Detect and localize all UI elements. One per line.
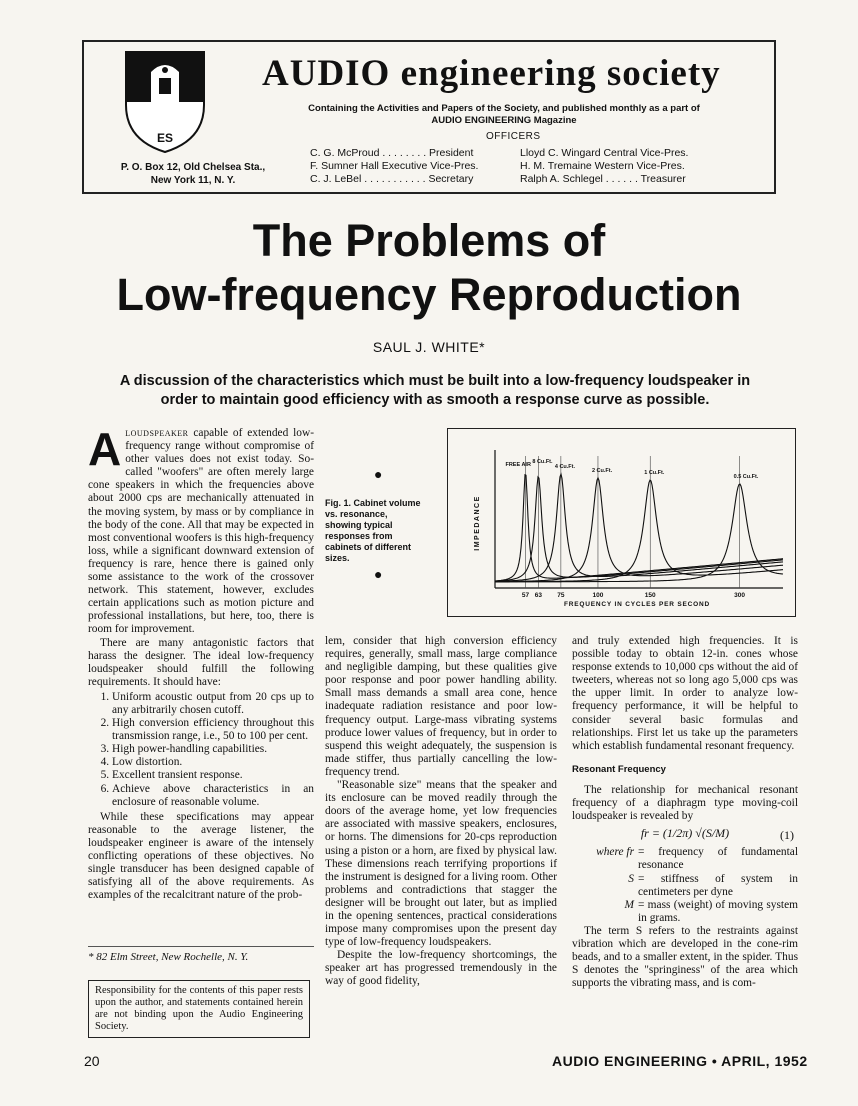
page-number: 20 xyxy=(84,1053,100,1069)
tick-label: 150 xyxy=(644,592,656,599)
definition-row xyxy=(572,899,798,925)
paragraph: The relationship for mechanical resonant frequency of a diaphragm type moving-coil loudspeaker is revealed by xyxy=(572,783,798,823)
logo-letters: ES xyxy=(156,131,174,145)
column-1 xyxy=(88,423,314,902)
column-3 xyxy=(572,635,798,990)
definition-term: S xyxy=(628,872,634,885)
paragraph xyxy=(88,423,314,637)
officer-line: Lloyd C. Wingard Central Vice-Pres. xyxy=(520,147,689,159)
paragraph: lem, consider that high conversion efficiency requires, generally, small mass, large compliance and negligible damping, but these qualities give poor response and poor power handling ability. Small mass demands a small area cone, hence inadequate radiation resistance and poor low-frequency output. Large-mass vibrating systems produce lower values of frequency, but in order to suspend this weight adequately, the suspension is made stiffer, thus partially cancelling the low-frequency trend. xyxy=(325,635,557,778)
aes-logo xyxy=(124,50,206,154)
article-title xyxy=(0,214,858,322)
address-line: New York 11, N. Y. xyxy=(150,175,236,186)
bullet-icon: ● xyxy=(374,468,383,483)
responsibility-box: Responsibility for the contents of this paper rests upon the author, and statements contained herein are not binding upon the Audio Engineering Society. xyxy=(88,980,310,1038)
paragraph: "Reasonable size" means that the speaker and its enclosure can be moved readily through the doors of the average home, yet low frequencies are associated with massive speakers, enclosures, or horns. The dimensions for 20-cps reproduction using a piston or a horn, are fixed by physical law. These dimensions reach terrifying proportions if the instrument is designed for a living room. Other problems and contradictions that stagger the designer will be brought out later, but as implied in the opening sentences, practical considerations impose many compromises upon the present day type of low-frequency loudspeakers. xyxy=(325,779,557,949)
society-address xyxy=(98,161,288,187)
tick-label: 300 xyxy=(734,592,746,599)
paragraph: The term S refers to the restraints against vibration which are developed in the cone-rim beads, and to a smaller extent, in the spider. Thus S denotes the "springiness" of the area which supports the vibrating mass, and is com- xyxy=(572,924,798,990)
definition-value: = mass (weight) of moving system in grams. xyxy=(638,898,798,924)
definition-term: M xyxy=(624,898,634,911)
chart-grid xyxy=(495,450,783,588)
paragraph: Despite the low-frequency shortcomings, the speaker art has progressed tremendously in the way of good fidelity, xyxy=(325,949,557,988)
list-item: 6. Achieve above characteristics in an enclosure of reasonable volume. xyxy=(112,783,314,809)
series-label: 1 Cu.Ft. xyxy=(644,470,665,476)
chart-labels xyxy=(505,459,758,599)
x-axis-label: FREQUENCY IN CYCLES PER SECOND xyxy=(564,601,710,608)
requirements-list xyxy=(88,691,314,809)
author-footnote: * 82 Elm Street, New Rochelle, N. Y. xyxy=(88,946,314,964)
paragraph-text: capable of extended low-frequency range without compromise of other values does not exist today. So-called "woofers" are often merely large cone speakers in which the frequencies above about 2000 cps are mechanically attenuated in the moving system, by mass or by compliance in the body of the cone. All that may be expected in most conventional woofers is this high-frequency loss, while a significant downward extension of frequency is rare, hence there is gained only some assistance to the work of the crossover network. This statement, however, excludes certain applications such as motion picture and professional installations, but here, too, there is room for improvement. xyxy=(88,427,314,636)
tick-label: 75 xyxy=(557,592,565,599)
tick-label: 100 xyxy=(592,592,604,599)
officer-line: C. J. LeBel . . . . . . . . . . . Secretary xyxy=(310,173,474,185)
title-line: Low-frequency Reproduction xyxy=(116,269,742,320)
list-item: 2. High conversion efficiency throughout this transmission range, i.e., 50 to 100 per cent. xyxy=(112,717,314,743)
impedance-chart xyxy=(447,428,796,617)
figure-caption: Fig. 1. Cabinet volume vs. resonance, showing typical responses from cabinets of different sizes. xyxy=(325,498,421,563)
lead-word: loudspeaker xyxy=(125,427,189,439)
series-label: 8 Cu.Ft. xyxy=(532,459,553,465)
list-item: 3. High power-handling capabilities. xyxy=(112,743,314,756)
list-item: 5. Excellent transient response. xyxy=(112,769,314,782)
bullet-icon: ● xyxy=(374,568,383,583)
officers-heading: OFFICERS xyxy=(486,131,541,142)
y-axis-label: IMPEDANCE xyxy=(474,495,481,551)
address-line: P. O. Box 12, Old Chelsea Sta., xyxy=(120,162,266,173)
list-item: 1. Uniform acoustic output from 20 cps up to any arbitrarily chosen cutoff. xyxy=(112,691,314,717)
title-line: The Problems of xyxy=(252,215,606,266)
series-label: FREE AIR xyxy=(505,462,531,468)
definition-value: = frequency of fundamental resonance xyxy=(638,846,798,872)
society-name: AUDIO engineering society xyxy=(262,53,721,94)
officer-line: H. M. Tremaine Western Vice-Pres. xyxy=(520,160,685,172)
footer-publication: AUDIO ENGINEERING • APRIL, 1952 xyxy=(552,1053,808,1069)
equation-number: (1) xyxy=(780,828,794,843)
variable-definitions xyxy=(572,846,798,925)
paragraph: There are many antagonistic factors that harass the designer. The ideal low-frequency loudspeaker should fulfill the following requirements. It should have: xyxy=(88,636,314,688)
list-item: 4. Low distortion. xyxy=(112,756,314,769)
series-label: 0.5 Cu.Ft. xyxy=(733,474,759,480)
equation-body: fr = (1/2π) √(S/M) xyxy=(640,826,730,841)
officer-line: C. G. McProud . . . . . . . . President xyxy=(310,147,474,159)
tick-label: 63 xyxy=(534,592,543,599)
section-heading: Resonant Frequency xyxy=(572,763,666,775)
series-label: 2 Cu.Ft. xyxy=(591,468,613,474)
definition-term: where fr xyxy=(596,846,634,859)
series-label: 4 Cu.Ft. xyxy=(554,464,576,470)
officer-line: Ralph A. Schlegel . . . . . . Treasurer xyxy=(520,173,686,185)
author-byline: SAUL J. WHITE* xyxy=(372,339,486,355)
definition-value: = stiffness of system in centimeters per dyne xyxy=(638,872,798,898)
officer-line: F. Sumner Hall Executive Vice-Pres. xyxy=(310,160,479,172)
column-2 xyxy=(325,635,557,989)
definition-row xyxy=(572,846,798,872)
drop-cap: A xyxy=(88,423,122,475)
society-description: Containing the Activities and Papers of the Society, and published monthly as a part of AUDIO ENGINEERING Magazine xyxy=(308,103,700,126)
paragraph: and truly extended high frequencies. It is possible today to obtain 12-in. cones whose response extends to 10,000 cps without the aid of tweeters, whereas not so long ago 5,000 cps was the upper limit. In order to analyze low-frequency performance, it will be helpful to consider several basic formulas and relationships. First let us take up the parameters which establish fundamental resonant frequency. xyxy=(572,635,798,752)
equation xyxy=(572,826,798,843)
definition-row xyxy=(572,873,798,899)
article-subtitle: A discussion of the characteristics which must be built into a low-frequency loudspeaker in order to maintain good efficiency with as smooth a response curve as possible. xyxy=(119,373,751,408)
tick-label: 57 xyxy=(521,592,530,599)
paragraph: While these specifications may appear reasonable to the average listener, the loudspeaker engineer is aware of the intensely conflicting operations of these objectives. No single transducer has been designed capable of satisfying all of the above requirements. As examples of the recalcitrant nature of the prob- xyxy=(88,810,314,902)
